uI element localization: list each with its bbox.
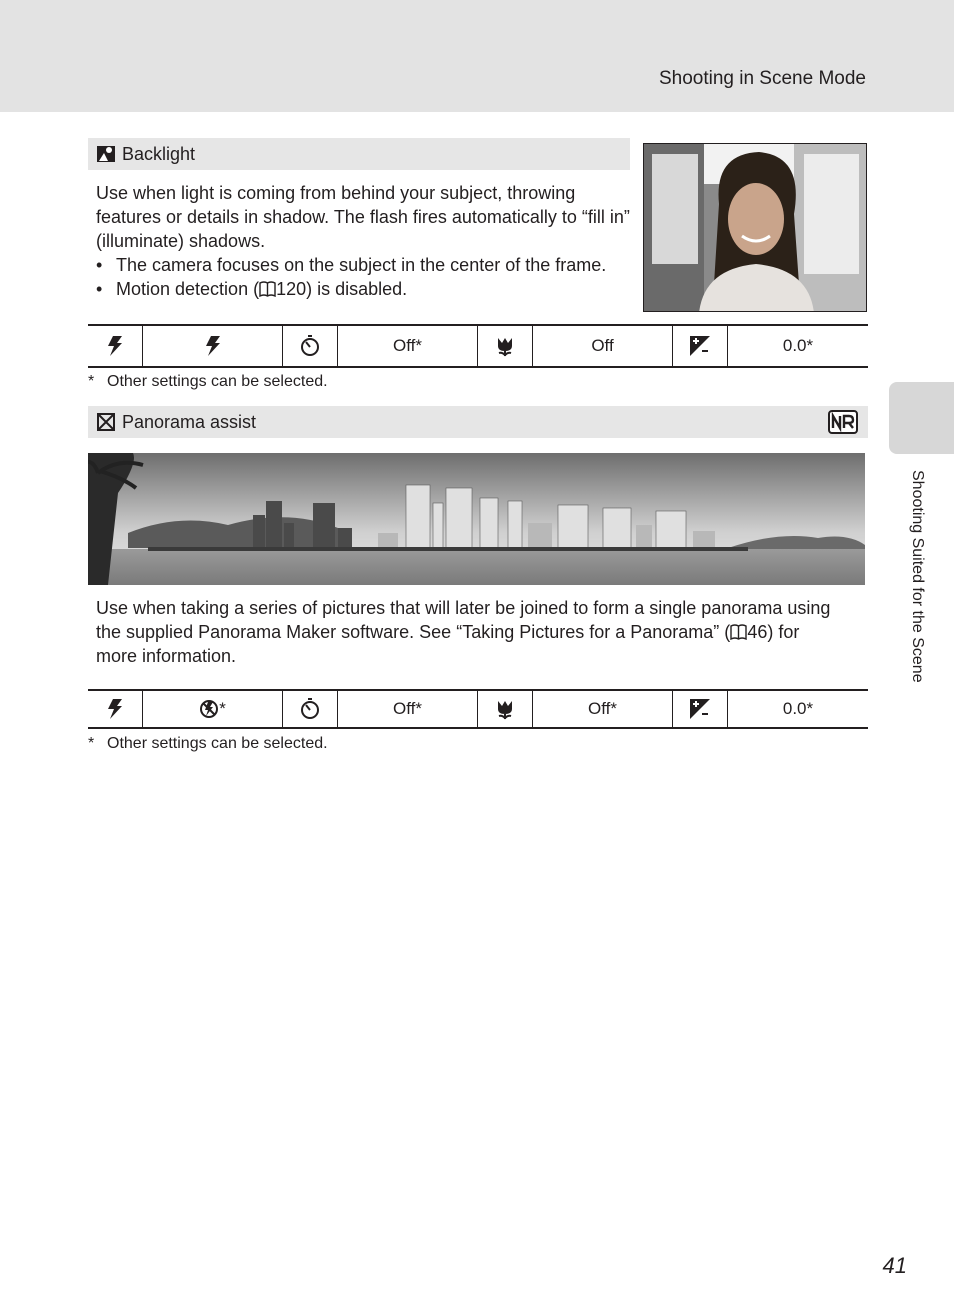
self-timer-icon (299, 335, 321, 357)
bullet-2-ref: 120 (276, 279, 307, 299)
self-timer-value: Off* (338, 691, 478, 727)
backlight-section-header (88, 138, 630, 170)
flash-value-cell (143, 326, 283, 366)
panorama-assist-icon (96, 412, 116, 432)
backlight-bullet-2: • Motion detection ( 120) is disabled. (96, 279, 408, 299)
macro-tulip-icon (494, 335, 516, 357)
flash-setting-cell (88, 326, 143, 366)
backlight-bullet-1: • The camera focuses on the subject in the center of the frame. (96, 255, 607, 275)
panorama-desc-line-1: Use when taking a series of pictures that will later be joined to form a single panorama using (96, 598, 831, 618)
macro-setting-cell (478, 691, 533, 727)
panorama-section-header (88, 406, 868, 438)
line2-ref: 46 (747, 622, 768, 642)
panorama-description (96, 596, 866, 668)
exposure-setting-cell (673, 326, 728, 366)
macro-value: Off (533, 326, 673, 366)
panorama-desc-line-2 (96, 620, 866, 644)
footnote-star: * (88, 735, 95, 752)
book-ref-icon (730, 624, 747, 640)
exposure-compensation-icon (689, 698, 711, 720)
footnote-star: * (88, 373, 95, 390)
self-timer-value: Off* (338, 326, 478, 366)
panorama-example-photo (88, 453, 865, 585)
panorama-settings-table (88, 689, 868, 729)
bullet-2-pre: Motion detection ( (116, 279, 260, 299)
line2-post: ) for (767, 622, 800, 642)
macro-tulip-icon (494, 698, 516, 720)
backlight-settings-table (88, 324, 868, 368)
flash-setting-cell (88, 691, 143, 727)
backlight-footnote (88, 373, 328, 391)
exposure-compensation-icon (689, 335, 711, 357)
backlight-title: Backlight (122, 143, 196, 164)
backlight-footnote-text: Other settings can be selected. (107, 373, 328, 390)
panorama-footnote-text: Other settings can be selected. (107, 735, 328, 752)
flash-icon (107, 699, 123, 719)
noise-reduction-icon (828, 410, 858, 434)
chapter-tab-label: Shooting Suited for the Scene (909, 470, 926, 683)
backlight-bullet-1-text: The camera focuses on the subject in the center of the frame. (116, 255, 607, 275)
flash-icon (107, 336, 123, 356)
panorama-desc-line-3: more information. (96, 646, 237, 666)
exposure-value: 0.0* (782, 336, 814, 355)
flash-value-star: * (219, 699, 226, 718)
macro-value: Off* (533, 691, 673, 727)
flash-value-cell (143, 691, 283, 727)
backlight-example-photo (643, 143, 867, 312)
chapter-tab (889, 382, 954, 454)
header-band (0, 0, 954, 112)
macro-setting-cell (478, 326, 533, 366)
page-number: 41 (882, 1253, 907, 1278)
book-ref-icon (259, 281, 276, 297)
bullet-2-post: ) is disabled. (306, 279, 408, 299)
backlight-scene-icon (96, 144, 116, 164)
flash-off-icon (199, 699, 219, 719)
self-timer-icon (299, 698, 321, 720)
exposure-value: 0.0* (782, 699, 814, 718)
backlight-description: Use when light is coming from behind your subject, throwing features or details in shadow. The flash fires automatically to “fill in” (illuminate) shadows. (96, 183, 630, 251)
page-header-title: Shooting in Scene Mode (658, 68, 866, 89)
line2-pre: the supplied Panorama Maker software. See “Taking Pictures for a Panorama” ( (96, 622, 731, 642)
exposure-setting-cell (673, 691, 728, 727)
panorama-title: Panorama assist (122, 411, 257, 432)
flash-fill-icon (205, 336, 221, 356)
self-timer-setting-cell (283, 691, 338, 727)
panorama-footnote (88, 735, 328, 753)
self-timer-setting-cell (283, 326, 338, 366)
